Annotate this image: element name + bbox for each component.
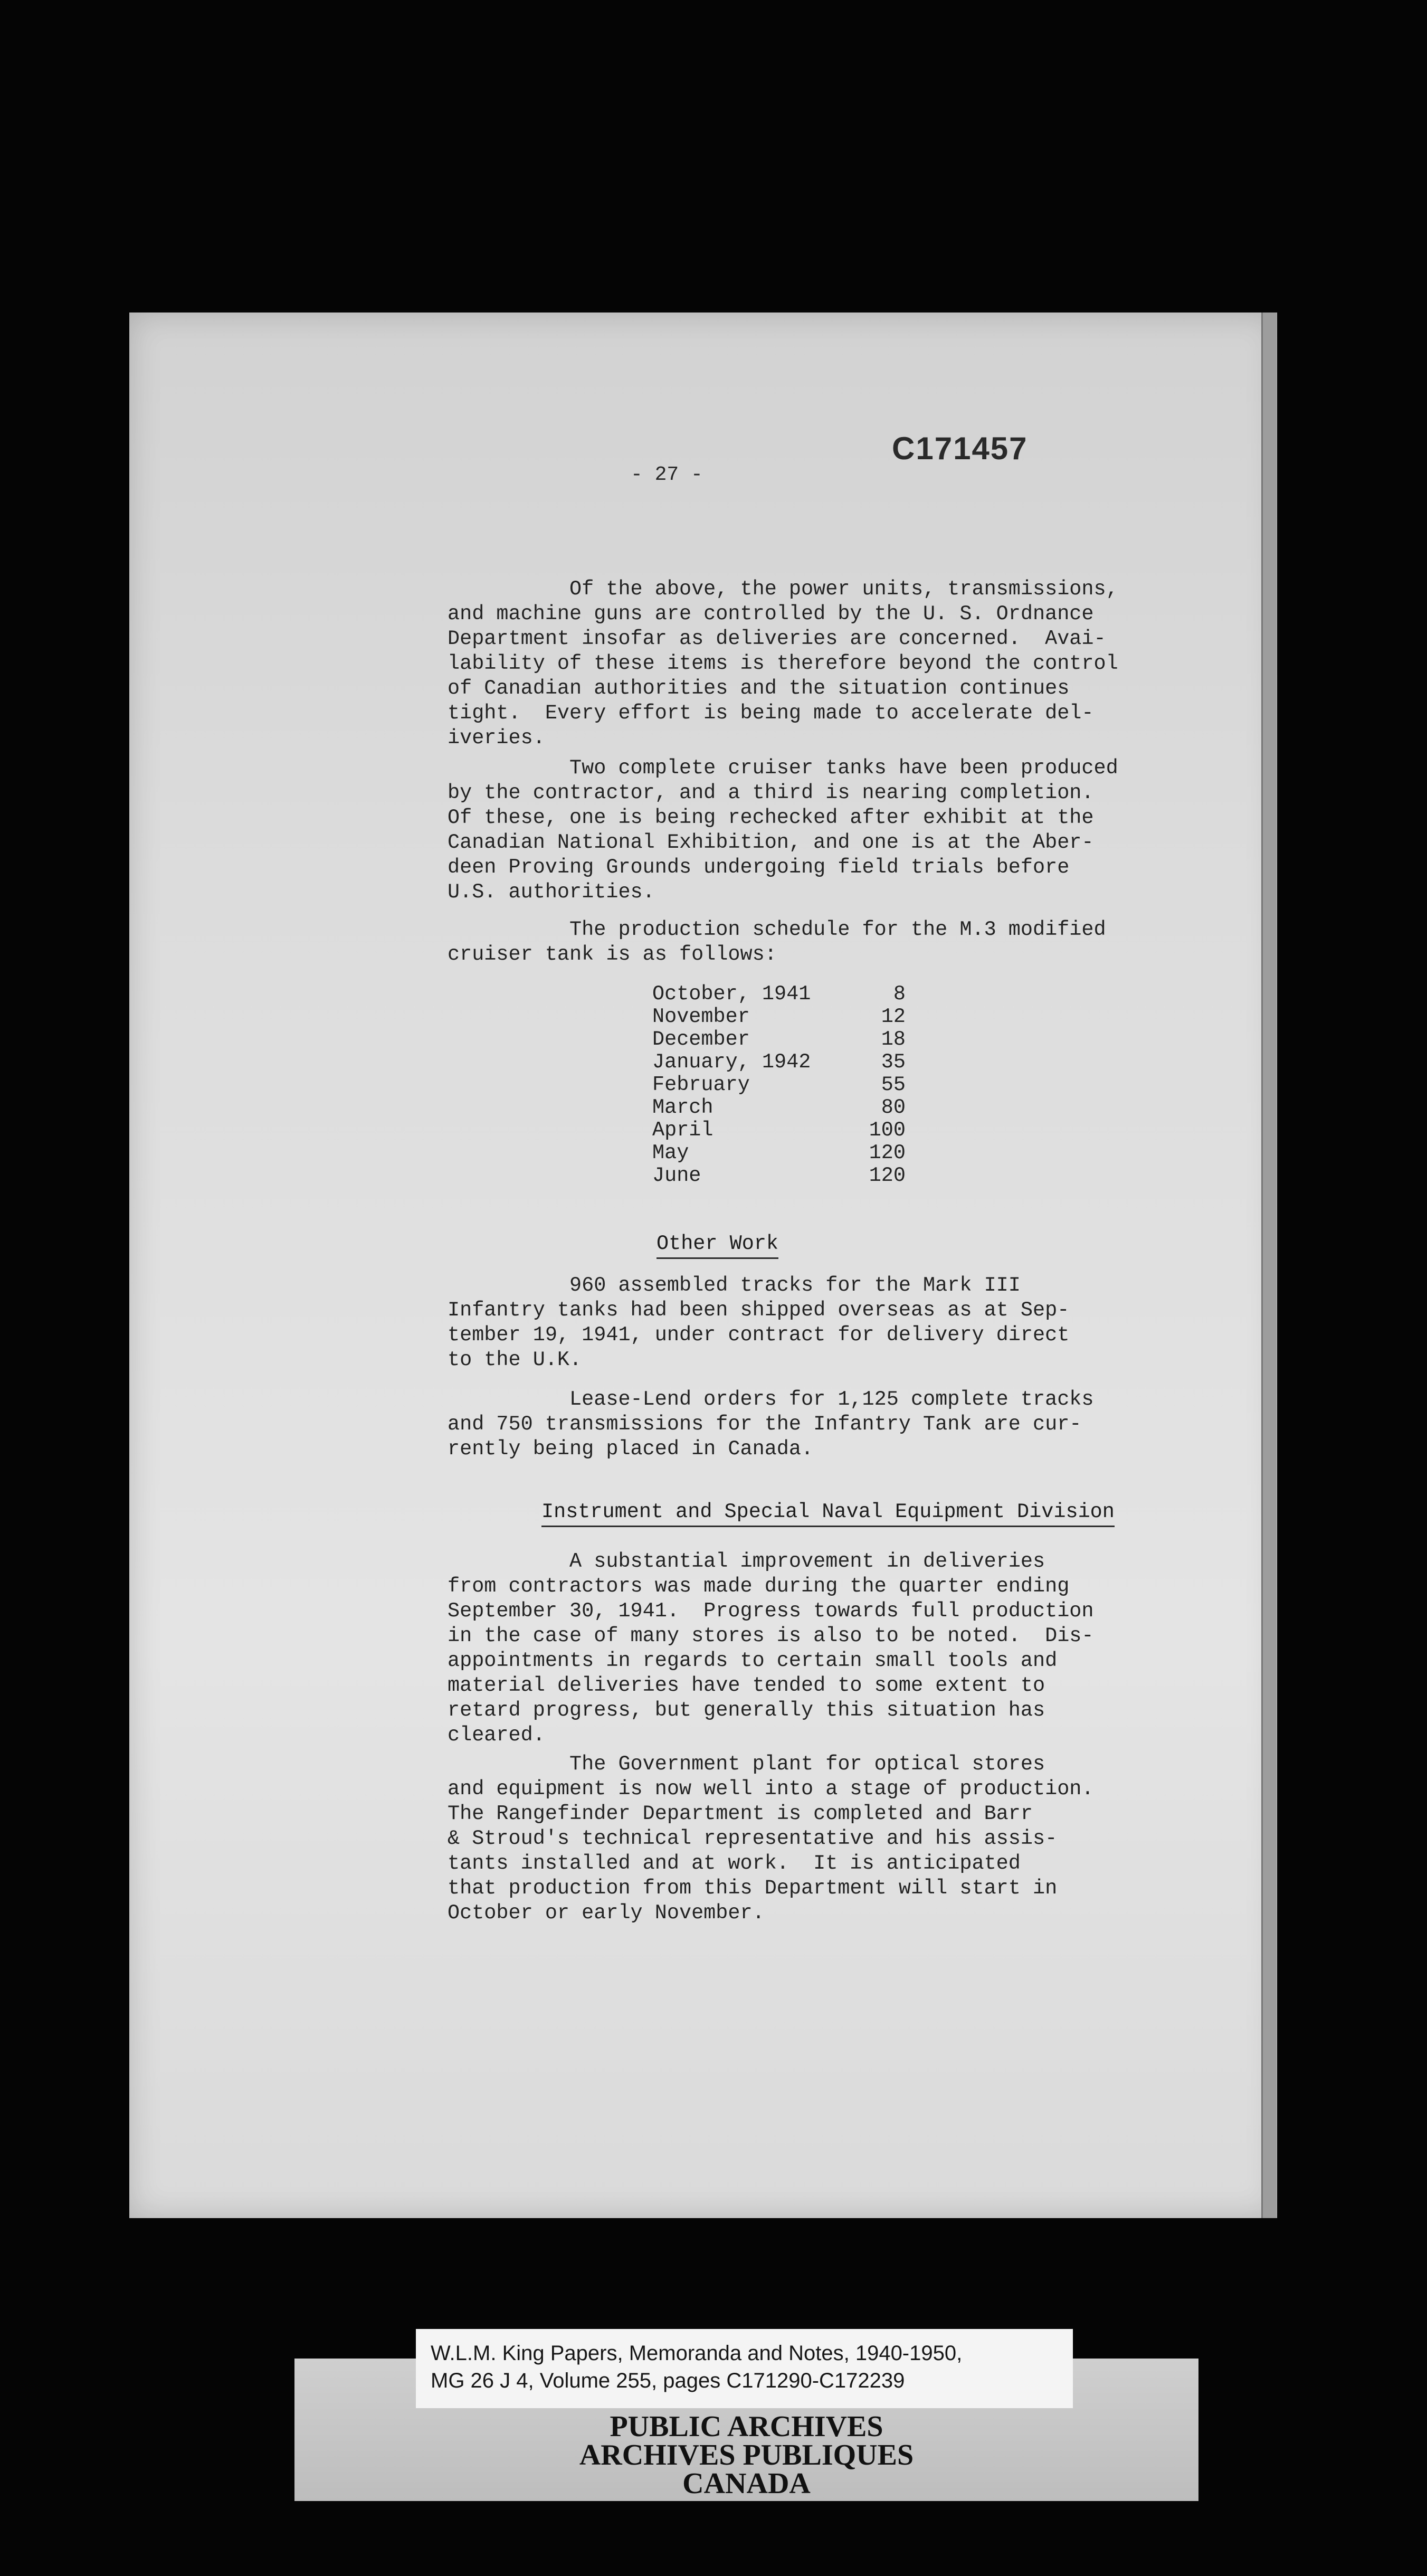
archive-credit-line: ARCHIVES PUBLIQUES [579,2439,914,2471]
paragraph-schedule-intro: The production schedule for the M.3 modified cruiser tank is as follows: [448,918,1106,966]
schedule-row [652,1096,906,1119]
paragraph-cruiser-tanks: Two complete cruiser tanks have been produced by the contractor, and a third is nearing completion. Of these, one is being rechecked after exhibit at the Canadian National Exhibition, and one is at the Aber- deen Proving Grounds undergoing field trials before U.S. authorities. [448,756,1118,904]
reference-line: MG 26 J 4, Volume 255, pages C171290-C172239 [431,2369,905,2392]
schedule-row [652,1051,906,1074]
schedule-quantity: 120 [869,1164,906,1187]
paragraph-optical-plant: The Government plant for optical stores and equipment is now well into a stage of production. The Rangefinder Department is completed and Barr & Stroud's technical representative and his assis- tants installed and at work. It is anticipated that production from this Department will start in October or early November. [448,1753,1094,1925]
paragraph-ordnance: Of the above, the power units, transmissions, and machine guns are controlled by the U. S. Ordnance Department insofar as deliveries are concerned. Avai- lability of these items is therefore beyond the control of Canadian authorities and the situation continues tight. Every effort is being made to accelerate del- iveries. [448,577,1118,750]
page-edge [1261,312,1277,2218]
archive-credit-line: PUBLIC ARCHIVES [610,2410,883,2443]
schedule-quantity: 120 [869,1141,906,1164]
schedule-row [652,1119,906,1142]
paragraph-tracks: 960 assembled tracks for the Mark III Infantry tanks had been shipped overseas as at Sep- tember 19, 1941, under contract for delivery direct to the U.K. [448,1274,1070,1371]
schedule-month: October, 1941 [652,982,811,1006]
page-number: - 27 - [631,463,703,486]
schedule-quantity: 12 [881,1005,906,1028]
reference-line: W.L.M. King Papers, Memoranda and Notes, 1940-1950, [431,2342,963,2365]
schedule-row [652,1028,906,1051]
schedule-row [652,1006,906,1028]
schedule-month: February [652,1073,750,1096]
schedule-row [652,983,906,1006]
schedule-month: March [652,1096,714,1119]
schedule-month: January, 1942 [652,1050,811,1074]
schedule-month: November [652,1005,750,1028]
schedule-quantity: 35 [881,1050,906,1074]
document-stamp: C171457 [892,431,1028,466]
schedule-month: December [652,1028,750,1051]
schedule-quantity: 100 [869,1119,906,1142]
schedule-month: June [652,1164,701,1187]
schedule-row [652,1142,906,1164]
schedule-row [652,1164,906,1187]
schedule-quantity: 18 [881,1028,906,1051]
schedule-row [652,1074,906,1096]
schedule-quantity: 55 [881,1073,906,1096]
schedule-month: April [652,1119,714,1142]
paragraph-deliveries: A substantial improvement in deliveries from contractors was made during the quarter ending September 30, 1941. Progress towards full production in the case of many stores is also to be noted. Dis- appointments in regards to certain small tools and material deliveries have tended to some extent to retard progress, but generally this situation has cleared. [448,1550,1094,1747]
archive-credit [294,2412,1198,2498]
schedule-quantity: 80 [881,1096,906,1119]
section-heading-other-work: Other Work [657,1232,778,1259]
production-schedule [652,983,906,1187]
paragraph-lease-lend: Lease-Lend orders for 1,125 complete tracks and 750 transmissions for the Infantry Tank are cur- rently being placed in Canada. [448,1388,1094,1461]
schedule-quantity: 8 [893,982,906,1006]
schedule-month: May [652,1141,689,1164]
section-heading-naval-equipment: Instrument and Special Naval Equipment Division [541,1500,1115,1527]
archive-reference-label [416,2329,1073,2408]
archive-credit-line: CANADA [682,2467,811,2500]
